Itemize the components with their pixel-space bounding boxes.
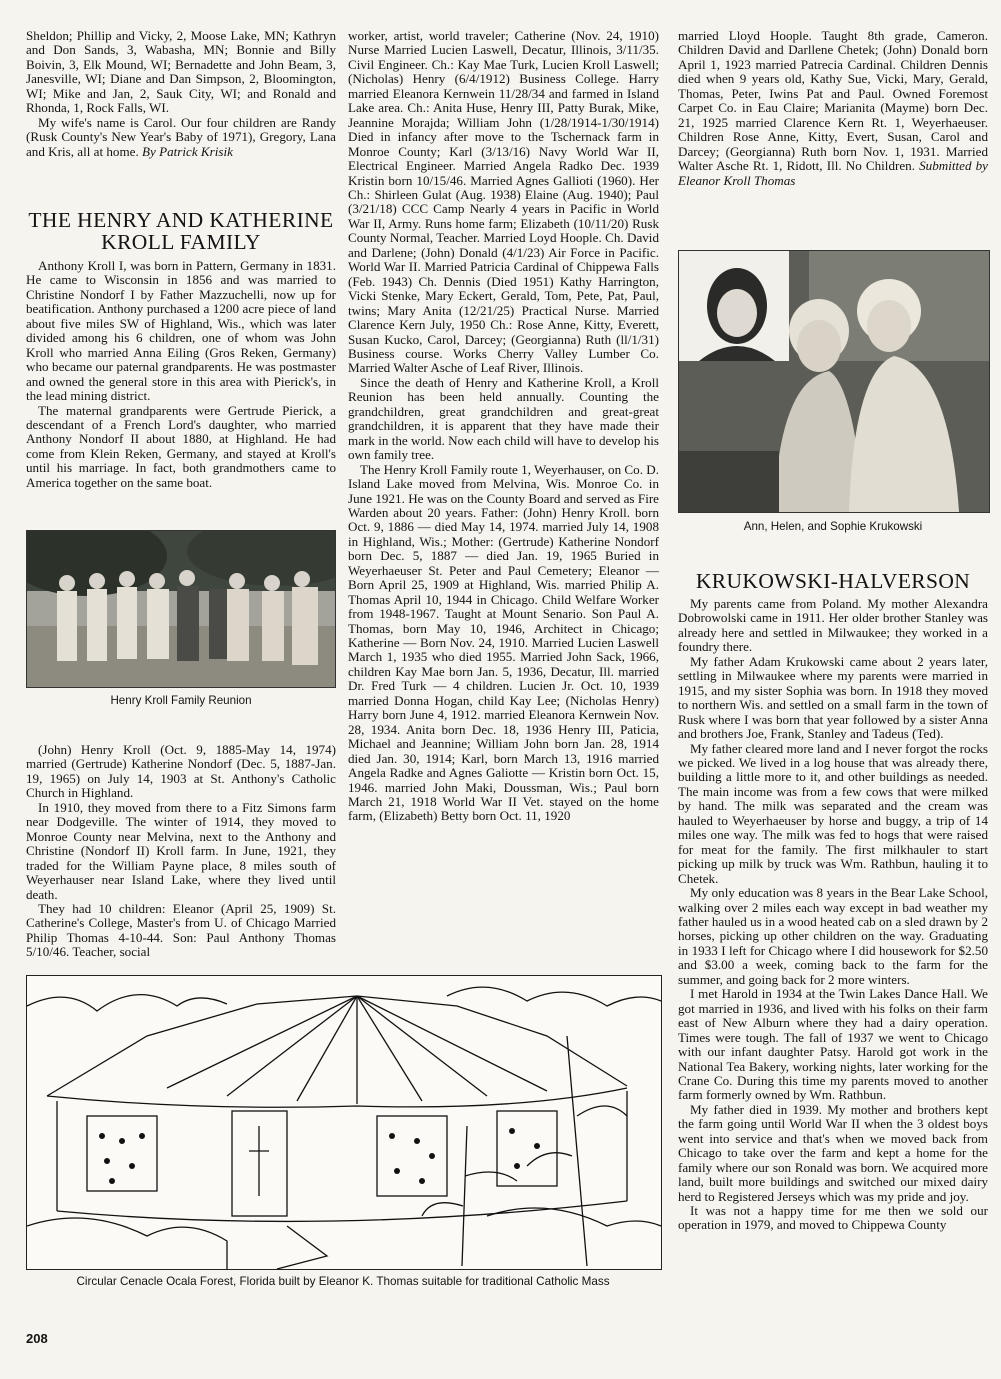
paragraph-text: My wife's name is Carol. Our four children are Randy (Rusk County's New Year's Baby of 1971), Gregory, Lana and Kris, all at home.: [26, 114, 336, 159]
paragraph: It was not a happy time for me then we sold our operation in 1979, and moved to Chippewa County: [678, 1203, 988, 1233]
column-1-top: [26, 29, 336, 159]
cenacle-drawing: [26, 975, 662, 1270]
reunion-photo-image: [27, 531, 335, 687]
paragraph: worker, artist, world traveler; Catherine (Nov. 24, 1910) Nurse Married Lucien Laswell, Decatur, Illinois, 3/11/35. Civil Engineer. Ch.: Kay Mae Turk, Lucien Kroll Laswell; (Nicholas) Henry (6/4/1912) Business College. Harry married Eleanora Kernwein 11/28/34 and farmed in Island Lake area. Ch.: Anita Huse, Henry III, Patty Burak, Mike, Jeannine Morajda; William John (1/28/1914-1/30/1914) Died in infancy after move to the Tschernack farm in Monroe County; Karl (3/13/16) Navy World War II, Electrical Engineer. Married Angela Radko Dec. 1939 Kristin born 10/15/46. Married Agnes Gallioti (1960). Her Ch.: Shirleen Gulat (Aug. 1938) Elaine (Aug. 1940); Paul (3/21/18) CCC Camp Nearly 4 years in Pacific in World War II, Army. Runs home farm; Elizabeth (10/11/20) Rusk County Normal, Teacher. Married Loyd Hoople. Ch. David and Darlene; (John) Donald (4/1/23) Air Force in Pacific. World War II. Married Patricia Cardinal of Chippewa Falls (Feb. 1943) Ch. Dennis (Died 1951) Kathy Harrington, Vicki Stenke, Mary Eckert, Gerald, Tom, Pete, Pat, Paul, twins; Mary Anita (12/21/25) Practical Nurse. Married Clarence Kern July, 1950 Ch.: Rose Anne, Kitty, Everett, Susan Kucko, Carol, Darcey; (Georgianna) Ruth (ll/1/31) Business course. Works Cherry Valley Lumber Co. Married Walter Asche of Leaf River, Illinois.: [348, 28, 659, 376]
cenacle-drawing-image: [27, 976, 661, 1269]
reunion-photo-caption: Henry Kroll Family Reunion: [110, 694, 252, 707]
paragraph: [26, 116, 336, 159]
paragraph-text: married Lloyd Hoople. Taught 8th grade, Cameron. Children David and Darllene Chetek; (John) Donald born April 1, 1923 married Patrecia Cardinal. Children Dennis died when 9 years old, Kathy Sue, Vicki, Mary, Gerald, Thomas, Peter, Iwins Pat and Paul. Owned Foremost Carpet Co. in Eau Claire; Marianita (Mayme) born Dec. 21, 1925 married Clarence Kern Rt. 1, Weyerhaeuser. Children Rose Anne, Kitty, Evert, Susan, Carol and Darcey; (Georgianna) Ruth born Nov. 1, 1931. Married Walter Asche Rt. 1, Ridott, Ill. No Children.: [678, 28, 988, 174]
krukowski-sisters-photo-image: [679, 251, 989, 512]
paragraph: The maternal grandparents were Gertrude Pierick, a descendant of a French Lord's daughter, who married Anthony Nondorf II about 1880, at Highland. He had come from Klein Reken, Germany, and stayed at Kroll's until his marriage. In fact, both grandmothers came to America together on the same boat.: [26, 402, 336, 490]
column-1-kroll-intro: [26, 259, 336, 490]
section-heading-krukowski: KRUKOWSKI-HALVERSON: [695, 569, 971, 593]
paragraph: In 1910, they moved from there to a Fitz Simons farm near Dodgeville. The winter of 1914, they moved to Monroe County near Melvina, next to the Anthony and Christine (Nondorf II) Kroll farm. In June, 1921, they traded for the William Payne place, 8 miles south of Weyerhauser near Island Lake, where they lived until death.: [26, 799, 336, 902]
byline: Submitted by Eleanor Kroll Thomas: [678, 158, 988, 188]
paragraph: Anthony Kroll I, was born in Pattern, Germany in 1831. He came to Wisconsin in 1856 and was married to Christine Nondorf I by Father Mazzuchelli, now up for beatification. Anthony purchased a 1200 acre piece of land about five miles SW of Highland, Wis., which was later divided among his 6 children, one of whom was John Kroll who married Anna Eiling (Gros Reken, Germany) who became our paternal grandparents. He was postmaster and owned the general store in this area with Pierick's, in the lead mining district.: [26, 258, 336, 404]
section-heading-kroll: THE HENRY AND KATHERINE KROLL FAMILY: [28, 208, 334, 254]
paragraph: My parents came from Poland. My mother Alexandra Dobrowolski came in 1911. Her older brother Stanley was already here and settled in Milwaukee; they worked in a foundry there.: [678, 596, 988, 655]
column-1-kroll-body: [26, 743, 336, 960]
reunion-photo: [26, 530, 336, 688]
paragraph: My only education was 8 years in the Bear Lake School, walking over 2 miles each way except in bad weather my father hauled us in a wood heated cab on a sled drawn by 2 horses, picking up other children on the way. Graduating in 1933 I left for Chicago where I did housework for $2.50 and $3.00 a week, coming back to the farm for the summer, and going back for 2 more winters.: [678, 885, 988, 987]
column-3-top: [678, 29, 988, 188]
page-number: 208: [26, 1331, 48, 1346]
column-2: [348, 29, 659, 824]
paragraph: The Henry Kroll Family route 1, Weyerhauser, on Co. D. Island Lake moved from Melvina, Wis. Monroe Co. in June 1921. He was on the County Board and served as Fire Warden about 20 years. Father: (John) Henry Kroll. born Oct. 9, 1886 — died May 14, 1974. married July 14, 1908 in Highland, Wis.; Mother: (Gertrude) Katherine Nondorf born Dec. 5, 1887 — died Jan. 19, 1965 Buried in Weyerhaeuser St. Peter and Paul Cemetery; Eleanor — Born April 25, 1909 at Highland, Wis. married Philip A. Thomas April 10, 1944 in Chicago. Child Welfare Worker from 1948-1967. Taught at Mount Senario. Son Paul A. Thomas, born May 10, 1946, Architect in Chicago; Katherine — Born Nov. 24, 1910. Married Lucien Laswell March 1, 1935 who died 1955. Married John Sack, 1966, children Kay Mae born Jan. 5, 1936, Decatur, Ill. married Dr. Fred Turk — 4 children. Lucien Jr. Oct. 10, 1939 married Donna Hogan, child Kay Lee; (Nicholas Henry) Harry born June 4, 1912. married Eleanora Kernwein Nov. 28, 1934. Anita born Dec. 18, 1936 Henry III, Paticia, Michael and Jeannine; William John born Jan. 28, 1914 died Jan. 30, 1914; Karl, born March 13, 1916 married Angela Radke and Agnes Galiotte — Kristin born Oct. 15, 1946. married John Maki, Doussman, Wis.; Paul born March 21, 1918 World War II Vet. stayed on the home farm, (Elizabeth) Betty born Oct. 11, 1920: [348, 461, 659, 824]
paragraph: I met Harold in 1934 at the Twin Lakes Dance Hall. We got married in 1936, and lived with his folks on their farm east of New Alburn where they had a dairy operation. Times were tough. The fall of 1937 we went to Chicago with our infant daughter Patsy. Harold got work in the National Tea Bakery, working nights, later working for the Crane Co. During this time my parents moved to another farm formerly owned by Wm. Rathbun.: [678, 986, 988, 1103]
paragraph: (John) Henry Kroll (Oct. 9, 1885-May 14, 1974) married (Gertrude) Katherine Nondorf (Dec. 5, 1887-Jan. 19, 1965) on July 14, 1903 at St. Anthony's Catholic Church in Highland.: [26, 742, 336, 801]
column-3-krukowski-body: [678, 597, 988, 1233]
paragraph: My father Adam Krukowski came about 2 years later, settling in Milwaukee where my parents were married in 1915, and my sister Sophia was born. In 1918 they moved to northern Wis. and settled on a small farm in the town of Rusk where I was born that year followed by a sister Anna and brothers Joe, Frank, Stanley and Tadeus (Ted).: [678, 653, 988, 742]
krukowski-sisters-photo: [678, 250, 990, 513]
cenacle-drawing-caption: Circular Cenacle Ocala Forest, Florida built by Eleanor K. Thomas suitable for traditional Catholic Mass: [76, 1275, 610, 1288]
paragraph: They had 10 children: Eleanor (April 25, 1909) St. Catherine's College, Master's from U. of Chicago Married Philip Thomas 4-10-44. Son: Paul Anthony Thomas 5/10/46. Teacher, social: [26, 900, 336, 960]
paragraph: My father died in 1939. My mother and brothers kept the farm going until World War II when the 3 oldest boys went into service and that's when we moved back from Chicago to take over the farm and kept a home for the family where our son Ronald was born. We acquired more land, built more buildings and switched our mixed dairy herd to Registered Jerseys which was my pride and joy.: [678, 1101, 988, 1204]
krukowski-photo-caption: Ann, Helen, and Sophie Krukowski: [743, 520, 923, 533]
paragraph: My father cleared more land and I never forgot the rocks we picked. We lived in a log house that was already there, building a little more to it, and other buildings as needed. The main income was from a few cows that were milked by hand. The milk was separated and the cream was hauled to Weyerhaeuser by horse and buggy, a trip of 14 miles one way. The milk was fed to hogs that were raised for meat for the family. The first milkhauler to start picking up milk by truck was Wm. Rathbun, hauling it to Chetek.: [678, 740, 988, 886]
paragraph: [678, 29, 988, 188]
byline: By Patrick Krisik: [142, 143, 233, 159]
paragraph: Sheldon; Phillip and Vicky, 2, Moose Lake, MN; Kathryn and Don Sands, 3, Wabasha, MN; Bonnie and Billy Boivin, 3, Elk Mound, WI; Bernadette and John Beam, 3, Janesville, WI; Diane and Dan Simpson, 2, Bloomington, WI; Mike and Jan, 2, Sauk City, WI; and Ronald and Rhonda, 1, Rock Falls, WI.: [26, 28, 336, 116]
paragraph: Since the death of Henry and Katherine Kroll, a Kroll Reunion has been held annually. Counting the grandchildren, great grandchildren and great-great grandchildren, it is apparent that they have made their mark in the world. Now each child will have to develop his own family tree.: [348, 374, 659, 463]
